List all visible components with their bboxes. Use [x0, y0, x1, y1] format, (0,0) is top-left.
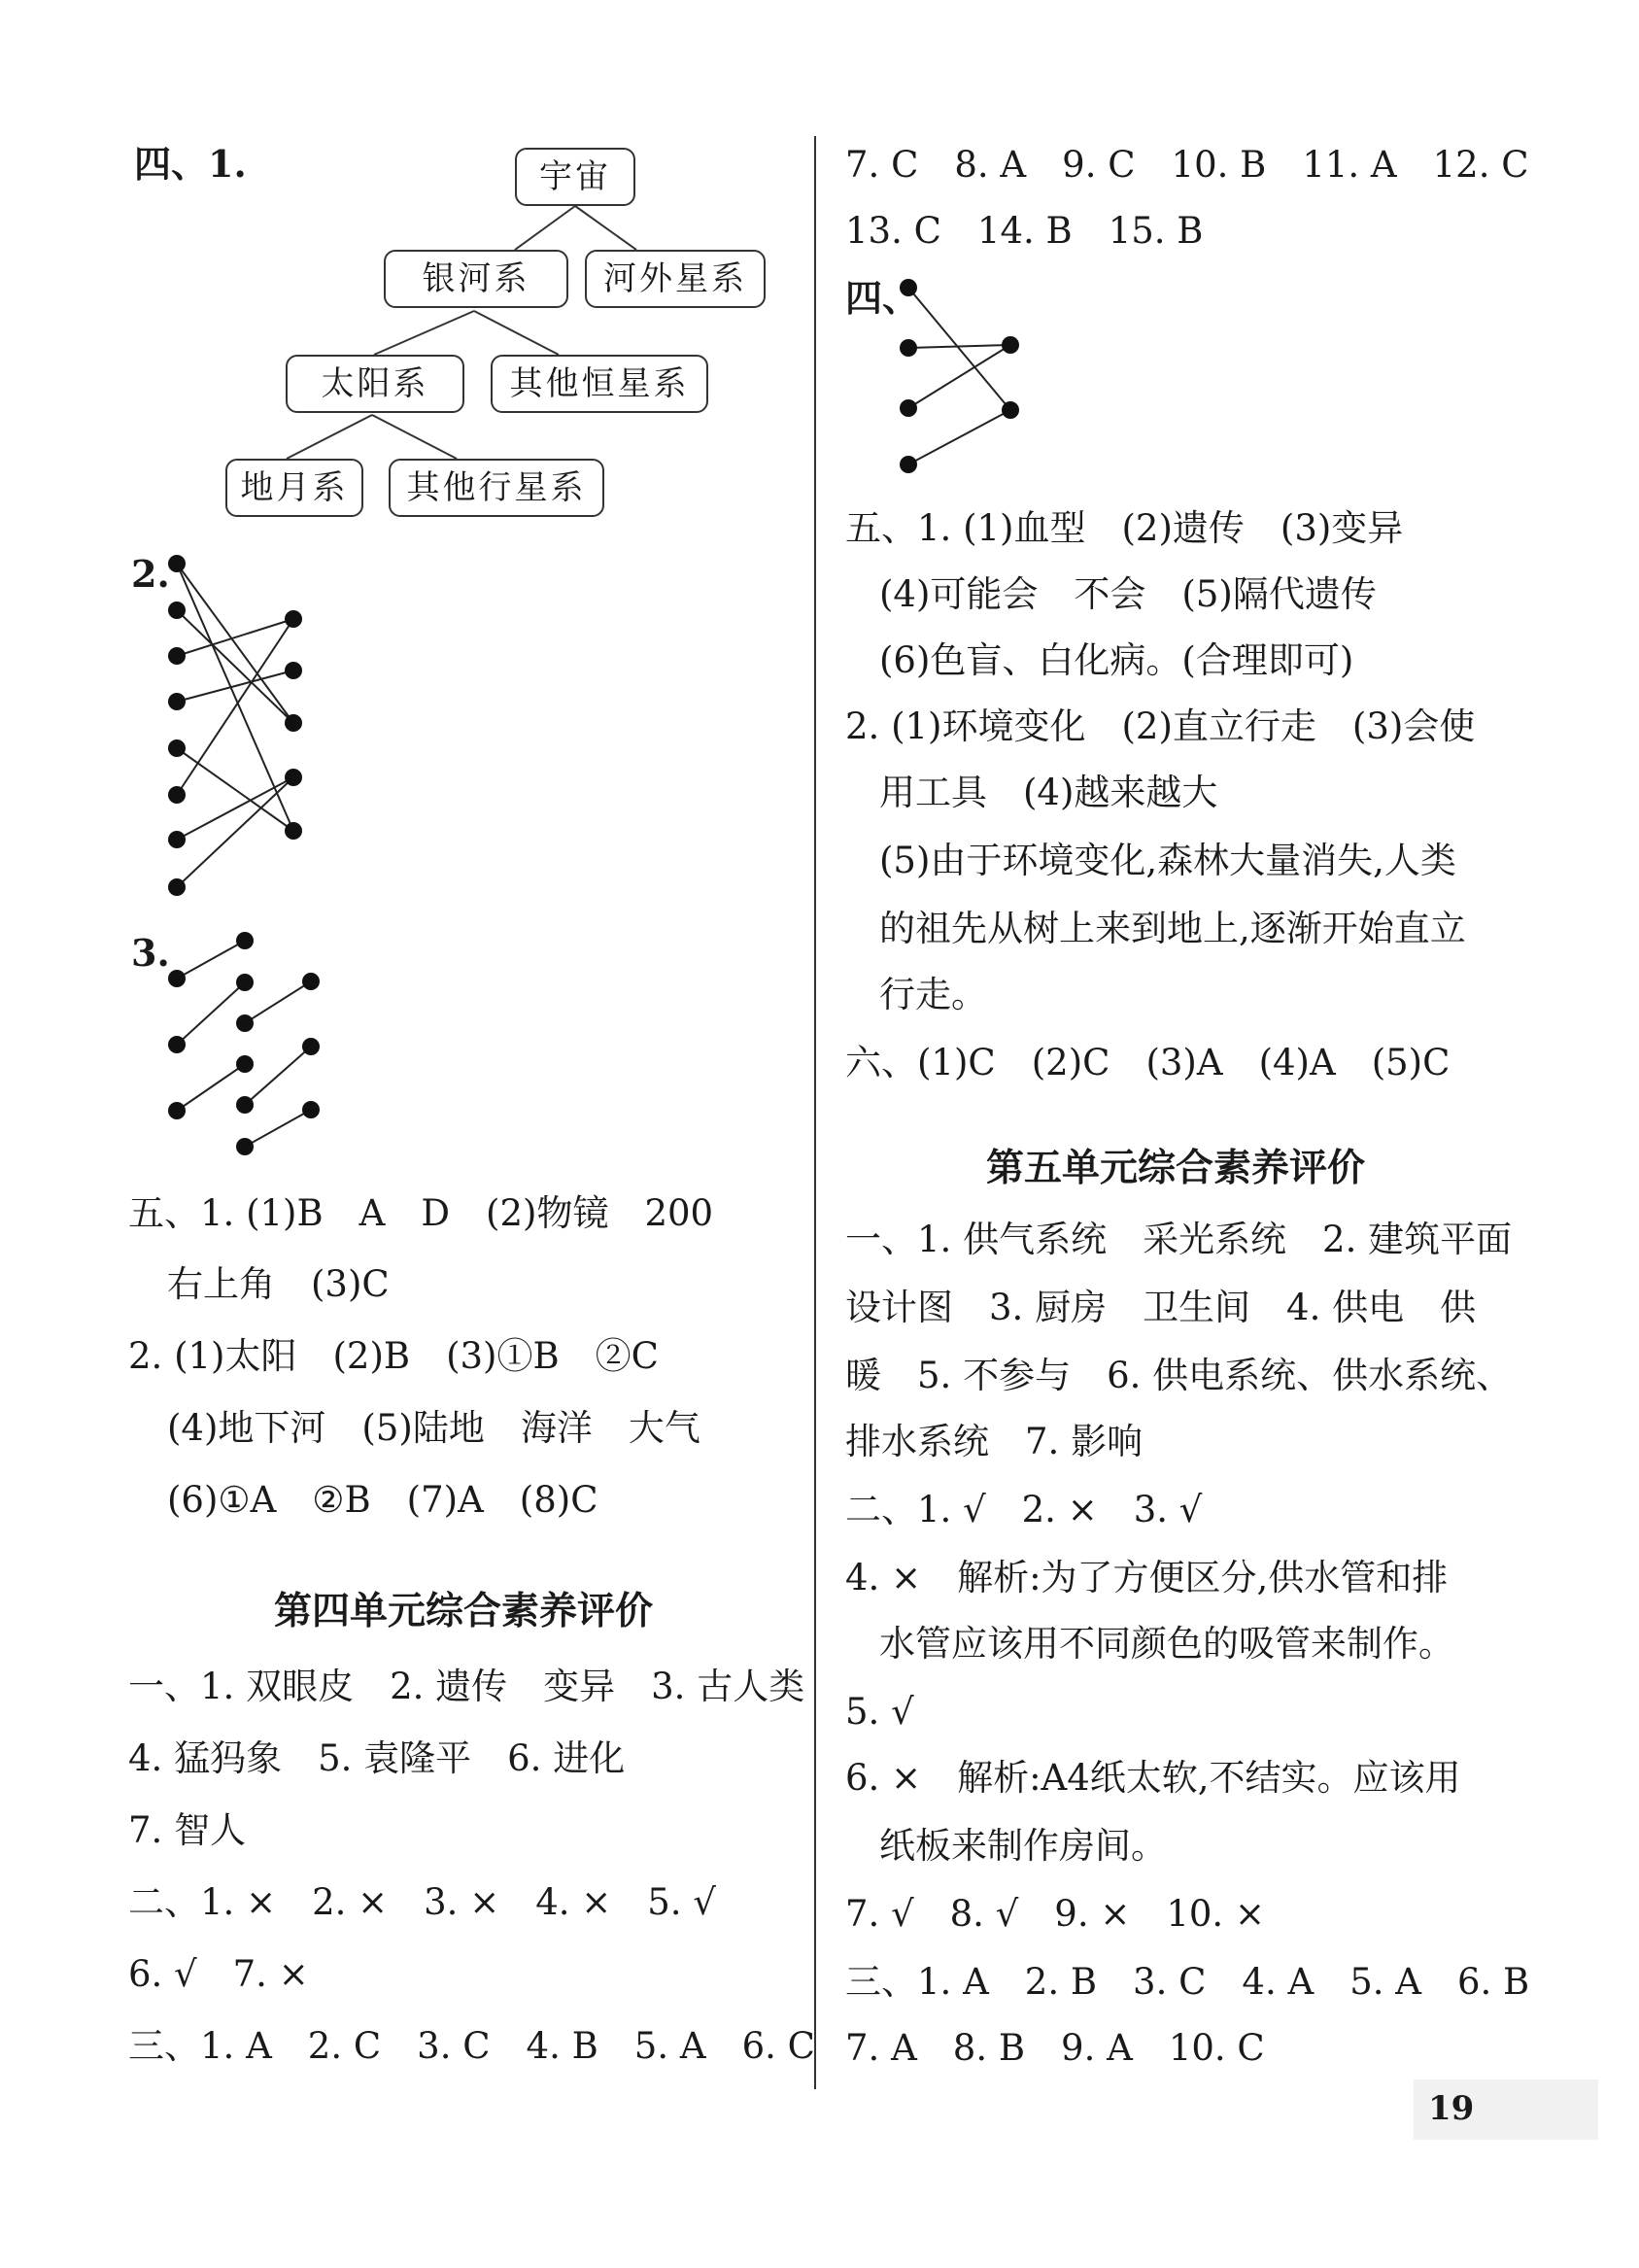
answer-line: (4)可能会 不会 (5)隔代遗传 [879, 573, 1377, 615]
q2-left-dot [168, 878, 186, 896]
answer-line: 一、1. 双眼皮 2. 遗传 变异 3. 古人类 [128, 1666, 805, 1707]
answer-line: 排水系统 7. 影响 [845, 1421, 1144, 1462]
answer-line: 用工具 (4)越来越大 [879, 772, 1218, 813]
answer-line: 4. 猛犸象 5. 袁隆平 6. 进化 [128, 1737, 626, 1779]
q3-dot [168, 1102, 186, 1119]
answer-line: 水管应该用不同颜色的吸管来制作。 [879, 1623, 1454, 1665]
q3-dot [236, 974, 254, 991]
q2-label: 2. [131, 552, 170, 596]
r-q4-label: 四、 [845, 276, 920, 320]
answer-line: 五、1. (1)血型 (2)遗传 (3)变异 [845, 507, 1404, 549]
tree-node-milky-way: 银河系 [384, 250, 568, 308]
answer-line: 暖 5. 不参与 6. 供电系统、供水系统、 [845, 1355, 1513, 1396]
tree-node-earth-moon: 地月系 [225, 459, 363, 517]
answer-line: 右上角 (3)C [167, 1263, 390, 1305]
q2-left-dot [168, 739, 186, 757]
unit4-title: 第四单元综合素养评价 [273, 1590, 653, 1633]
q2-left-dot [168, 786, 186, 804]
q3-dot [302, 1038, 320, 1055]
answer-line: 7. C 8. A 9. C 10. B 11. A 12. C [845, 144, 1529, 186]
q3-dot [302, 1101, 320, 1118]
answer-line: 7. 智人 [128, 1809, 247, 1851]
answer-line: 7. A 8. B 9. A 10. C [845, 2027, 1265, 2069]
q3-dot [236, 932, 254, 949]
q3-dot [236, 1055, 254, 1073]
answer-line: 二、1. √ 2. × 3. √ [845, 1489, 1203, 1530]
r-q4-left-dot [900, 399, 917, 417]
q2-right-dot [285, 662, 302, 679]
tree-node-other-stars: 其他恒星系 [491, 355, 708, 413]
q3-dot [168, 970, 186, 987]
answer-line: 五、1. (1)B A D (2)物镜 200 [128, 1192, 714, 1234]
answer-line: 三、1. A 2. B 3. C 4. A 5. A 6. B [845, 1961, 1530, 2003]
answer-line: (4)地下河 (5)陆地 海洋 大气 [167, 1407, 700, 1449]
answer-line: 二、1. × 2. × 3. × 4. × 5. √ [128, 1881, 716, 1923]
q4-1-label: 四、1. [134, 142, 247, 186]
q2-left-dot [168, 601, 186, 619]
answer-line: 设计图 3. 厨房 卫生间 4. 供电 供 [845, 1287, 1477, 1328]
q3-label: 3. [131, 931, 170, 975]
tree-node-other-planets: 其他行星系 [389, 459, 604, 517]
q3-dot [168, 1036, 186, 1053]
tree-node-extragalactic: 河外星系 [585, 250, 766, 308]
answer-line: 纸板来制作房间。 [879, 1825, 1167, 1867]
answer-line: 7. √ 8. √ 9. × 10. × [845, 1893, 1265, 1935]
r-q4-right-dot [1002, 336, 1019, 354]
q2-right-dot [285, 714, 302, 732]
answer-line: 六、(1)C (2)C (3)A (4)A (5)C [845, 1042, 1451, 1083]
answer-line: (6)色盲、白化病。(合理即可) [879, 639, 1354, 681]
r-q4-left-dot [900, 456, 917, 473]
tree-node-universe: 宇宙 [515, 148, 635, 206]
q3-dot [302, 973, 320, 990]
answer-line: 4. × 解析:为了方便区分,供水管和排 [845, 1557, 1449, 1598]
answer-line: 的祖先从树上来到地上,逐渐开始直立 [879, 908, 1466, 949]
answer-line: 三、1. A 2. C 3. C 4. B 5. A 6. C [128, 2025, 815, 2067]
q2-right-dot [285, 610, 302, 628]
answer-line: (6)①A ②B (7)A (8)C [167, 1479, 598, 1521]
r-q4-left-dot [900, 339, 917, 357]
answer-line: 一、1. 供气系统 采光系统 2. 建筑平面 [845, 1219, 1513, 1260]
answer-line: 2. (1)环境变化 (2)直立行走 (3)会使 [845, 705, 1476, 747]
q3-dot [236, 1014, 254, 1032]
q2-left-dot [168, 693, 186, 710]
answer-line: 6. √ 7. × [128, 1953, 309, 1995]
q3-dot [236, 1096, 254, 1114]
q3-dot [236, 1138, 254, 1155]
answer-line: 2. (1)太阳 (2)B (3)①B ②C [128, 1335, 659, 1377]
q2-left-dot [168, 647, 186, 665]
answer-line: 5. √ [845, 1691, 914, 1733]
unit5-title: 第五单元综合素养评价 [985, 1147, 1365, 1190]
answer-line: 行走。 [879, 974, 987, 1015]
q2-right-dot [285, 822, 302, 840]
answer-line: (5)由于环境变化,森林大量消失,人类 [879, 840, 1456, 881]
q2-left-dot [168, 555, 186, 572]
r-q4-right-dot [1002, 401, 1019, 419]
q2-right-dot [285, 769, 302, 786]
answer-line: 6. × 解析:A4纸太软,不结实。应该用 [845, 1757, 1461, 1799]
tree-node-solar-system: 太阳系 [286, 355, 464, 413]
page-number: 19 [1428, 2089, 1475, 2128]
answer-line: 13. C 14. B 15. B [845, 210, 1204, 252]
q2-left-dot [168, 831, 186, 848]
